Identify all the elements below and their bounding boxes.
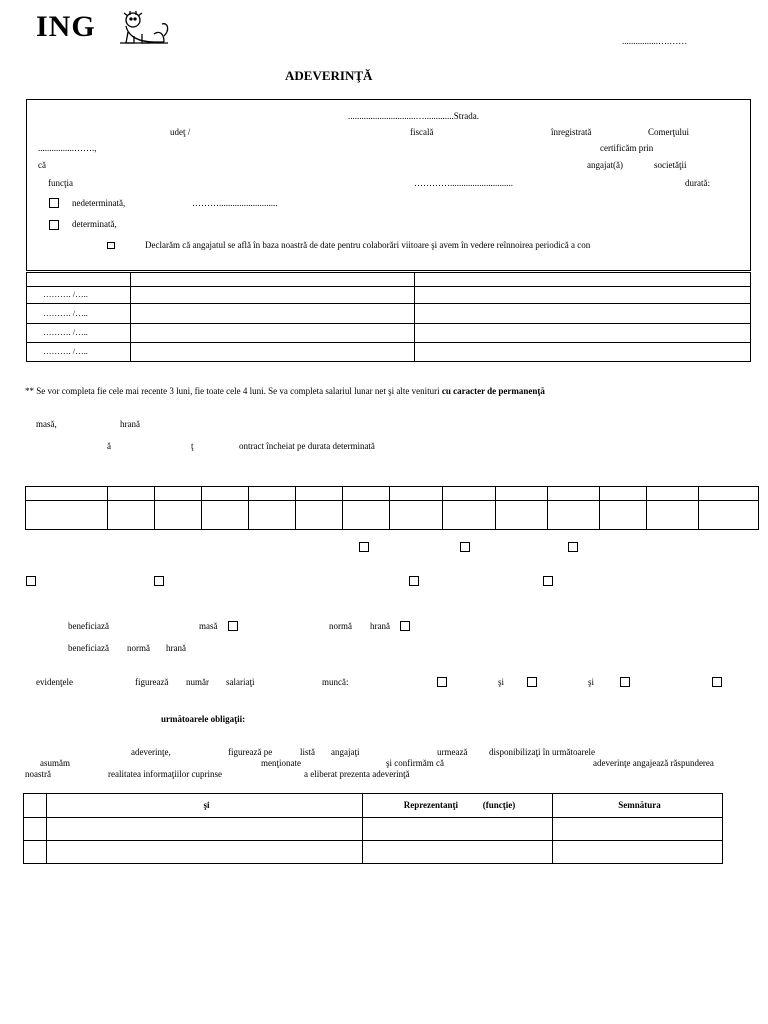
option-checkbox[interactable] <box>527 677 537 687</box>
raspunderea-label: adeverinţe angajează răspunderea <box>593 758 714 768</box>
si-label: şi <box>588 677 595 687</box>
lion-logo-icon <box>118 10 172 46</box>
month-cell: ………. /….. <box>27 287 131 304</box>
norma-label: normă <box>329 621 352 631</box>
comertului-label: Comerţului <box>648 127 689 137</box>
determinata-label: determinată, <box>72 219 117 229</box>
nedeterminata-label: nedeterminată, <box>72 198 126 208</box>
masa-label: masă <box>199 621 218 631</box>
strada-field: ..............................….............Strada. <box>348 111 479 121</box>
document-title: ADEVERINŢĂ <box>285 68 373 83</box>
t-fragment: ţ <box>191 441 194 451</box>
urmeaza-label: urmează <box>437 747 468 757</box>
option-checkbox[interactable] <box>712 677 722 687</box>
fiscala-label: fiscală <box>410 127 434 137</box>
salariati-label: salariaţi <box>226 677 255 687</box>
masa-label: masă, <box>36 419 57 429</box>
table-row <box>27 304 751 324</box>
table-row <box>24 841 723 864</box>
asumam-label: asumăm <box>40 758 70 768</box>
figureaza-label: figurează <box>135 677 169 687</box>
hrana-label: hrană <box>166 643 186 653</box>
confirmam-label: şi confirmăm că <box>386 758 444 768</box>
masa-checkbox[interactable] <box>228 621 238 631</box>
month-cell: ………. /….. <box>27 304 131 324</box>
inregistrata-label: înregistrată <box>551 127 592 137</box>
month-cell: ………. /….. <box>27 324 131 343</box>
durata-label: durată: <box>685 178 710 188</box>
registration-dots: ................……., <box>38 143 97 153</box>
hrana-label: hrană <box>120 419 140 429</box>
header-cell <box>24 794 47 818</box>
functia-field: …………............................ <box>414 178 513 188</box>
declaram-text: Declarăm că angajatul se află în baza noastră de date pentru colaborări viitoare şi avem în vedere reînnoirea periodică a con <box>145 240 591 250</box>
nedeterminata-field: ……….......................... <box>192 198 278 208</box>
contract-table <box>25 486 759 530</box>
header-cell: Semnătura <box>553 794 723 818</box>
sediu-label: udeţ / <box>170 127 191 137</box>
hrana-checkbox[interactable] <box>400 621 410 631</box>
nedeterminata-checkbox[interactable] <box>49 198 59 208</box>
numar-label: număr <box>186 677 209 687</box>
signature-table <box>23 793 723 864</box>
table-row <box>27 343 751 362</box>
option-checkbox[interactable] <box>543 576 553 586</box>
option-checkbox[interactable] <box>26 576 36 586</box>
option-checkbox[interactable] <box>359 542 369 552</box>
munca-label: muncă: <box>322 677 349 687</box>
figureaza-pe-label: figurează pe <box>228 747 273 757</box>
noastra-label: noastră <box>25 769 51 779</box>
header-cell: şi <box>47 794 363 818</box>
determinata-checkbox[interactable] <box>49 220 59 230</box>
mentionate-label: menţionate <box>261 758 301 768</box>
si-label: şi <box>498 677 505 687</box>
functia-label: funcţia <box>48 178 73 188</box>
table-row <box>27 287 751 304</box>
reference-number-line: ................….…… <box>622 36 688 46</box>
beneficiaza-label: beneficiază <box>68 621 109 631</box>
option-checkbox[interactable] <box>437 677 447 687</box>
table-row <box>27 324 751 343</box>
table-row <box>24 818 723 841</box>
option-checkbox[interactable] <box>620 677 630 687</box>
option-checkbox[interactable] <box>409 576 419 586</box>
eliberat-label: a eliberat prezenta adeverinţă <box>304 769 410 779</box>
hrana-label: hrană <box>370 621 390 631</box>
contract-determinat-text: ontract încheiat pe durata determinată <box>239 441 375 451</box>
a-fragment: ă <box>107 441 111 451</box>
societatii-label: societăţii <box>654 160 687 170</box>
certificam-label: certificăm prin <box>600 143 654 153</box>
option-checkbox[interactable] <box>568 542 578 552</box>
angajati-label: angajaţi <box>331 747 360 757</box>
colaborari-checkbox[interactable] <box>107 242 115 249</box>
adeverinte-label: adeverinţe, <box>131 747 171 757</box>
lista-label: listă <box>300 747 315 757</box>
obligatii-heading: următoarele obligaţii: <box>161 714 246 724</box>
angajat-label: angajat(ă) <box>587 160 623 170</box>
beneficiaza-label: beneficiază <box>68 643 109 653</box>
month-cell: ………. /….. <box>27 343 131 362</box>
footnote: ** Se vor completa fie cele mai recente 3 luni, fie toate cele 4 luni. Se va completa salariul lunar net şi alte venituri cu caracter de permanenţă <box>25 386 545 396</box>
ca-label: că <box>38 160 46 170</box>
ing-logo-text: ING <box>36 10 96 43</box>
evidentele-label: evidenţele <box>36 677 73 687</box>
norma-label: normă <box>127 643 150 653</box>
disponibilizati-label: disponibilizaţi în următoarele <box>489 747 595 757</box>
realitatea-label: realitatea informaţiilor cuprinse <box>108 769 222 779</box>
header-cell: Reprezentanţi (funcţie) <box>363 794 553 818</box>
salary-table <box>26 272 751 362</box>
option-checkbox[interactable] <box>460 542 470 552</box>
option-checkbox[interactable] <box>154 576 164 586</box>
